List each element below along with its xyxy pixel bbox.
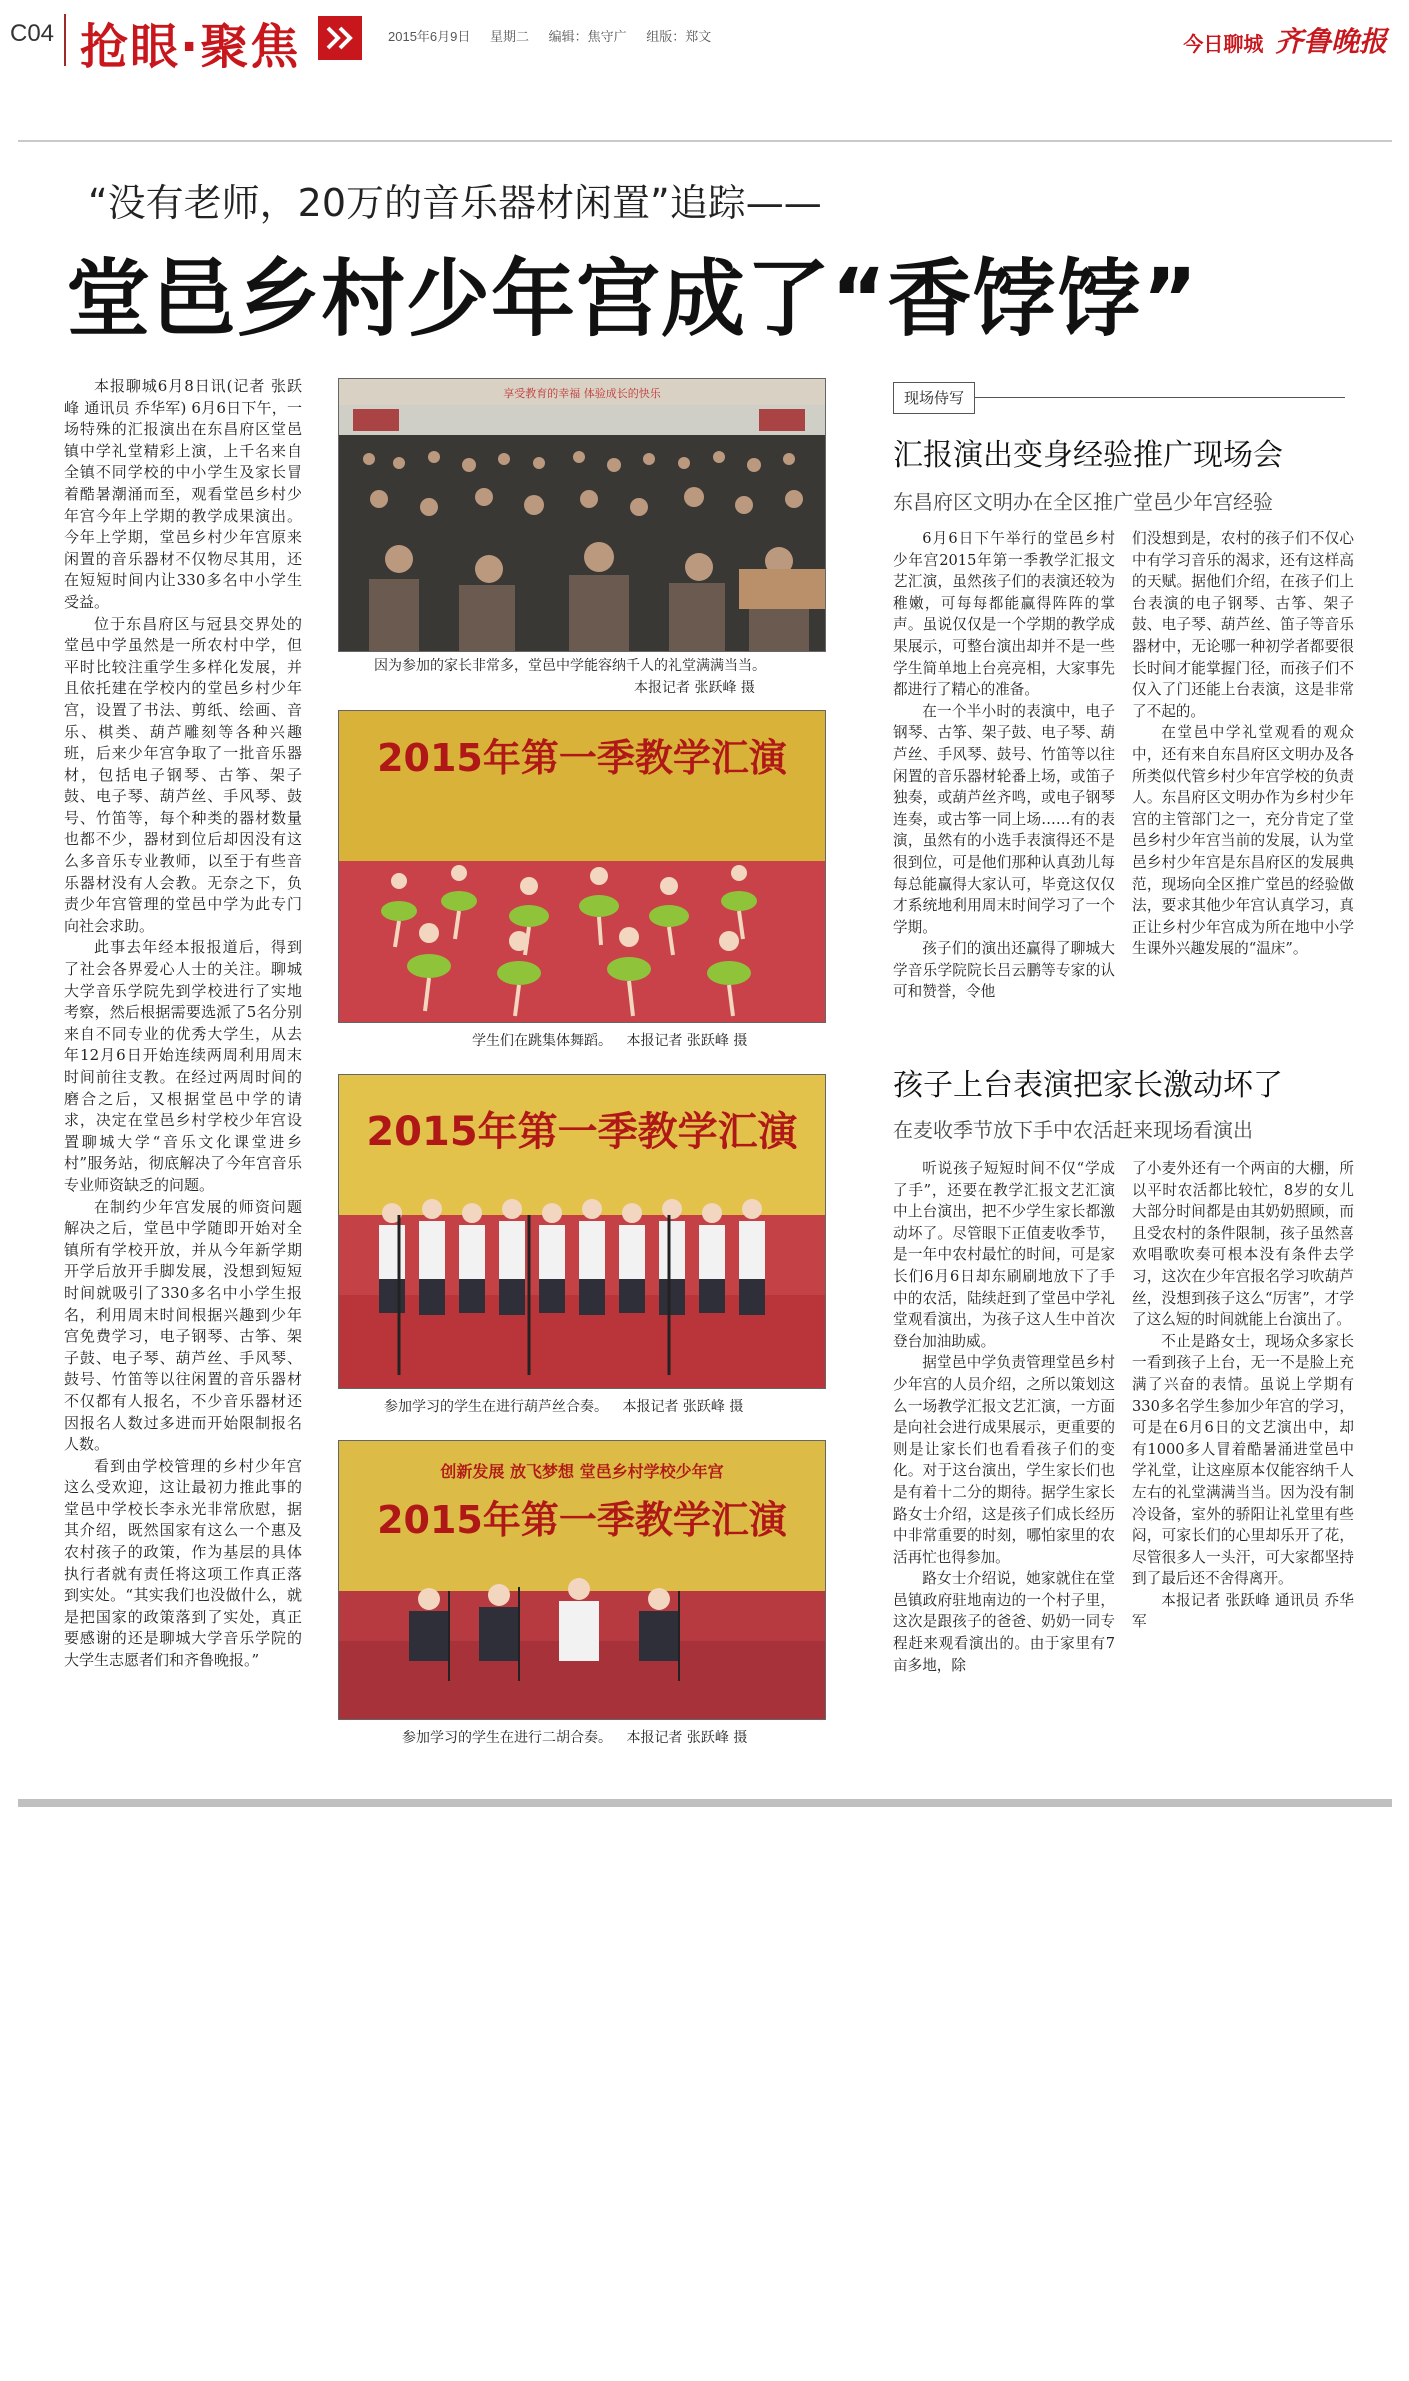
- photo-audience: [338, 378, 826, 652]
- article2-paragraph: 不止是路女士，现场众多家长一看到孩子上台，无一不是脸上充满了兴奋的表情。虽说上学期有330多名学生参加少年宫的学习，可是在6月6日的文艺演出中，却有1000多人冒着酷暑涌进堂邑中学礼堂，让这座原本仅能容纳千人左右的礼堂满满当当。因为没有制冷设备，室外的骄阳让礼堂里有些闷，可家长们的心里却乐开了花，尽管很多人一头汗，可大家都坚持到了最后还不舍得离开。: [1132, 1332, 1354, 1588]
- caption-credit: 本报记者 张跃峰 摄: [634, 680, 755, 696]
- main-paragraph: 本报聊城6月8日讯(记者 张跃峰 通讯员 乔华军) 6月6日下午，一场特殊的汇报演出在东昌府区堂邑镇中学礼堂精彩上演，上千名来自全镇不同学校的中小学生及家长冒着酷暑潮涌而至，观看堂邑乡村少年宫今年上学期的教学成果演出。今年上学期，堂邑乡村少年宫原来闲置的音乐器材不仅物尽其用，还在短短时间内让330多名中小学生受益。: [64, 377, 302, 611]
- caption-text: 学生们在跳集体舞蹈。: [472, 1033, 612, 1049]
- caption-credit: 本报记者 张跃峰 摄: [626, 1730, 748, 1746]
- photo-dance: [338, 710, 826, 1023]
- caption-text: 参加学习的学生在进行二胡合奏。: [402, 1730, 612, 1746]
- top-rule: [18, 140, 1392, 142]
- edition-name: 今日聊城: [1183, 32, 1264, 56]
- article1-col-a: [893, 528, 1115, 1003]
- caption-text: 参加学习的学生在进行葫芦丝合奏。: [384, 1399, 608, 1415]
- tag-rule: [975, 397, 1345, 398]
- main-paragraph: 在制约少年宫发展的师资问题解决之后，堂邑中学随即开始对全镇所有学校开放，并从今年新学期开学后放开手脚发展，没想到短短时间就吸引了330多名中小学生报名，利用周末时间根据兴趣到少年宫免费学习，电子钢琴、古筝、架子鼓、电子琴、葫芦丝、手风琴、鼓号、竹笛等以往闲置的音乐器材不仅都有人报名，不少音乐器材还因报名人数过多进而开始限制报名人数。: [64, 1197, 302, 1454]
- article2-paragraph: 了小麦外还有一个两亩的大棚，所以平时农活都比较忙，8岁的女儿大部分时间都是由其奶奶照顾，而且受农村的条件限制，孩子虽然喜欢唱歌吹奏可根本没有条件去学习，这次在少年宫报名学习吹葫芦丝，没想到孩子这么“厉害”，才学了这么短的时间就能上台演出了。: [1132, 1160, 1354, 1329]
- photo-banner: 2015年第一季教学汇演: [366, 1109, 798, 1155]
- article2-paragraph: 路女士介绍说，她家就住在堂邑镇政府驻地南边的一个村子里，这次是跟孩子的爸爸、奶奶一同专程赶来观看演出的。由于家里有7亩多地，除: [893, 1570, 1115, 1674]
- issue-meta: [388, 26, 727, 45]
- article1-paragraph: 在堂邑中学礼堂观看的观众中，还有来自东昌府区文明办及各所类似代管乡村少年宫学校的负责人。东昌府区文明办作为乡村少年宫的主管部门之一，充分肯定了堂邑乡村少年宫当前的发展，认为堂邑乡村少年宫是东昌府区的发展典范，现场向全区推广堂邑的经验做法，要求其他少年宫认真学习，真正让乡村少年宫成为所在地中小学生课外兴趣发展的“温床”。: [1132, 724, 1354, 958]
- main-article: [64, 376, 302, 1672]
- main-paragraph: 此事去年经本报报道后，得到了社会各界爱心人士的关注。聊城大学音乐学院先到学校进行了实地考察，然后根据需要选派了5名分别来自不同专业的优秀大学生，从去年12月6日开始连续两周利用周末时间前往支教。在经过两周时间的磨合之后，又根据堂邑中学的请求，决定在堂邑乡村学校少年宫设置聊城大学“音乐文化课堂进乡村”服务站，彻底解决了今年宫音乐专业师资缺乏的问题。: [64, 938, 302, 1194]
- photo-banner: 2015年第一季教学汇演: [377, 736, 787, 780]
- article2-byline: 本报记者 张跃峰 通讯员 乔华军: [1132, 1591, 1354, 1631]
- article1-paragraph: 在一个半小时的表演中，电子钢琴、古筝、架子鼓、电子琴、葫芦丝、手风琴、鼓号、竹笛等以往闲置的音乐器材轮番上场，或笛子独奏，或葫芦丝齐鸣，或电子钢琴连奏，或古筝一同上场……有的表演，虽然有的小选手表演得还不是很到位，可是他们那种认真劲儿每每总能赢得大家认可，毕竟这仅仅才系统地利用周末时间学习了一个学期。: [893, 702, 1115, 936]
- section-title: [80, 8, 300, 77]
- photo-caption-1: [338, 655, 828, 699]
- main-paragraph: 位于东昌府区与冠县交界处的堂邑中学虽然是一所农村中学，但平时比较注重学生多样化发展，并且依托建在学校内的堂邑乡村少年宫，设置了书法、剪纸、绘画、音乐、棋类、葫芦雕刻等各种兴趣班，后来少年宫争取了一批音乐器材，包括电子钢琴、古筝、架子鼓、电子琴、葫芦丝、手风琴、鼓号、竹笛等，每个种类的器材数量也都不少，器材到位后却因没有这么多音乐专业教师，以至于有些音乐器材没有人会教。无奈之下，负责少年宫管理的堂邑中学为此专门向社会求助。: [64, 614, 302, 935]
- photo-banner: 2015年第一季教学汇演: [377, 1498, 787, 1542]
- article2-title: 孩子上台表演把家长激动坏了: [893, 1068, 1283, 1103]
- issue-date: 2015年6月9日: [388, 29, 471, 44]
- article1-paragraph: 们没想到是，农村的孩子们不仅心中有学习音乐的渴求，还有这样高的天赋。据他们介绍，在孩子们上台表演的电子钢琴、古筝、架子鼓、电子琴、葫芦丝、笛子等音乐器材中，无论哪一种初学者都要很长时间才能掌握门径，而孩子们不仅入了门还能上台表演，这是非常了不起的。: [1132, 530, 1354, 720]
- caption-credit: 本报记者 张跃峰 摄: [622, 1399, 744, 1415]
- paper-name: 齐鲁晚报: [1274, 25, 1387, 58]
- article2-subtitle: 在麦收季节放下手中农活赶来现场看演出: [893, 1118, 1253, 1142]
- section-tag: 现场侍写: [893, 382, 975, 414]
- issue-editor: 编辑：焦守广: [548, 29, 627, 44]
- photo-hulusi: [338, 1074, 826, 1389]
- photo-caption-4: [338, 1727, 828, 1749]
- photo-erhu: [338, 1440, 826, 1720]
- paper-logo: [1183, 20, 1387, 60]
- photo-banner: 享受教育的幸福 体验成长的快乐: [503, 387, 661, 400]
- photo-banner-top: 创新发展 放飞梦想 堂邑乡村学校少年宫: [440, 1462, 724, 1481]
- article2-paragraph: 听说孩子短短时间不仅“学成了手”，还要在教学汇报文艺汇演中上台演出，把不少学生家长都激动坏了。尽管眼下正值麦收季节，是一年中农村最忙的时间，可是家长们6月6日却东刷刷地放下了手中的农活，陆续赶到了堂邑中学礼堂观看演出，为孩子这人生中首次登台加油助威。: [893, 1160, 1115, 1350]
- masthead-divider: [64, 14, 66, 66]
- double-chevron-icon: [318, 16, 362, 60]
- article2-col-a: [893, 1158, 1115, 1676]
- article1-paragraph: 6月6日下午举行的堂邑乡村少年宫2015年第一季教学汇报文艺汇演，虽然孩子们的表演还较为稚嫩，可每每都能赢得阵阵的掌声。虽说仅仅是一个学期的教学成果展示，可整台演出却并不是一些学生简单地上台亮亮相，大家事先都进行了精心的准备。: [893, 530, 1115, 699]
- section-sub: 聚焦: [200, 19, 301, 75]
- bottom-rule: [18, 1799, 1392, 1807]
- page-number: C04: [10, 20, 55, 47]
- section-main: 抢眼: [80, 19, 181, 75]
- caption-credit: 本报记者 张跃峰 摄: [626, 1033, 748, 1049]
- masthead: [0, 0, 1409, 80]
- main-paragraph: 看到由学校管理的乡村少年宫这么受欢迎，这让最初力推此事的堂邑中学校长李永光非常欣慰，据其介绍，既然国家有这么一个惠及农村孩子的政策，作为基层的具体执行者就有责任将这项工作真正落到实处。“其实我们也没做什么，就是把国家的政策落到了实处，真正要感谢的还是聊城大学音乐学院的大学生志愿者们和齐鲁晚报。”: [64, 1456, 302, 1670]
- issue-weekday: 星期二: [490, 29, 530, 44]
- headline-kicker: “没有老师，20万的音乐器材闲置”追踪——: [88, 181, 822, 225]
- article2-col-b: [1132, 1158, 1354, 1633]
- caption-text: 因为参加的家长非常多，堂邑中学能容纳千人的礼堂满满当当。: [374, 658, 766, 674]
- article1-paragraph: 孩子们的演出还赢得了聊城大学音乐学院院长吕云鹏等专家的认可和赞誉，令他: [893, 940, 1115, 1001]
- photo-caption-2: [338, 1030, 828, 1052]
- article1-subtitle: 东昌府区文明办在全区推广堂邑少年宫经验: [893, 490, 1273, 514]
- section-dot: ·: [180, 19, 201, 75]
- headline-title: 堂邑乡村少年宫成了“香饽饽”: [66, 250, 1199, 348]
- article1-title: 汇报演出变身经验推广现场会: [893, 438, 1283, 473]
- issue-layout: 组版：郑文: [646, 29, 712, 44]
- article1-col-b: [1132, 528, 1354, 960]
- photo-caption-3: [338, 1396, 828, 1418]
- article2-paragraph: 据堂邑中学负责管理堂邑乡村少年宫的人员介绍，之所以策划这么一场教学汇报文艺汇演，一方面是向社会进行成果展示，更重要的则是让家长们也看看孩子们的变化。对于这台演出，学生家长们也是有着十二分的期待。据学生家长路女士介绍，这是孩子们成长经历中非常重要的时刻，哪怕家里的农活再忙也得参加。: [893, 1354, 1115, 1566]
